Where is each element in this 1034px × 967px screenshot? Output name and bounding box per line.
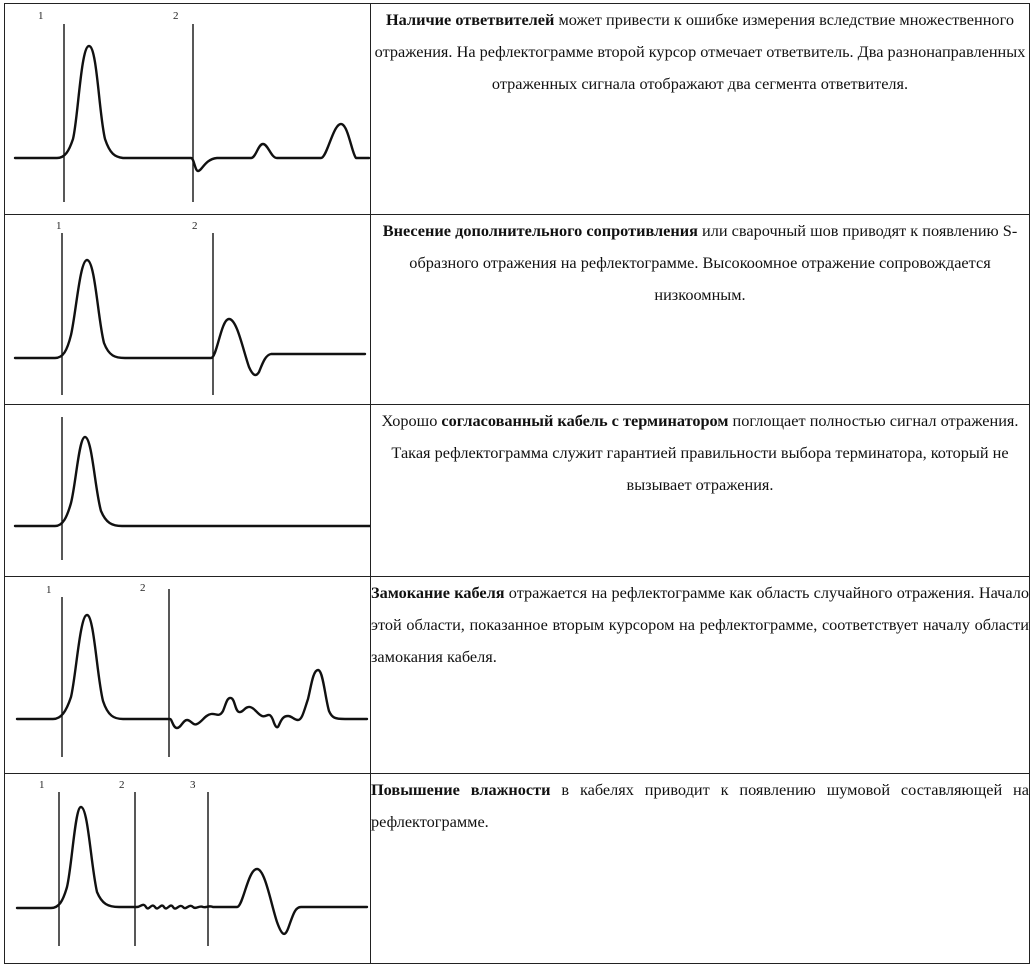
waveform	[15, 437, 370, 526]
reflectogram-cell	[5, 405, 371, 577]
waveform	[15, 260, 365, 375]
reflectogram-humidity	[5, 774, 370, 962]
cursor-label-2: 2	[140, 582, 146, 594]
reflectogram-cell	[5, 215, 371, 405]
description-cell	[371, 405, 1030, 577]
cursor-label-1: 1	[46, 584, 52, 596]
key-term: Повышение влажности	[371, 780, 551, 799]
table-row	[5, 4, 1030, 215]
description-text: Замокание кабеля отражается на рефлектограмме как область случайного отражения. Начало этой области, показанное вторым курсором на рефлектограмме, соответствует началу области замокания кабеля.	[371, 583, 1029, 666]
table-row	[5, 215, 1030, 405]
reflectogram-wet-cable	[5, 577, 370, 772]
key-term: согласованный кабель с терминатором	[441, 411, 729, 430]
cursor-label-3: 3	[190, 779, 196, 791]
key-term: Внесение дополнительного сопротивления	[382, 221, 698, 240]
waveform	[17, 807, 367, 934]
description-text: Повышение влажности в кабелях приводит к появлению шумовой составляющей на рефлектограмме.	[371, 780, 1030, 831]
reflectogram-cell	[5, 774, 371, 964]
key-term: Наличие ответвителей	[386, 10, 555, 29]
cursor-label-1: 1	[38, 10, 44, 22]
reflectogram-cell	[5, 577, 371, 774]
table-row	[5, 577, 1030, 774]
reflectogram-branch-tap	[5, 4, 370, 213]
cursor-label-1: 1	[39, 779, 45, 791]
description-text: Хорошо согласованный кабель с терминатором поглощает полностью сигнал отражения. Такая рефлектограмма служит гарантией правильности выбора терминатора, который не вызывает отражения.	[381, 411, 1019, 494]
reflectogram-s-shaped	[5, 215, 370, 403]
description-cell	[371, 4, 1030, 215]
table-row	[5, 774, 1030, 964]
cursor-label-1: 1	[56, 220, 62, 232]
waveform	[17, 615, 367, 728]
waveform	[15, 46, 369, 171]
cursor-label-2: 2	[192, 220, 198, 232]
key-term: Замокание кабеля	[371, 583, 505, 602]
description-text: Наличие ответвителей может привести к ошибке измерения вследствие множественного отражения. На рефлектограмме второй курсор отмечает ответвитель. Два разнонаправленных отраженных сигнала отображают два сегмента ответвителя.	[374, 10, 1026, 93]
reflectogram-table	[4, 3, 1030, 964]
cursor-label-2: 2	[173, 10, 179, 22]
description-cell	[371, 577, 1030, 774]
reflectogram-terminated	[5, 405, 370, 575]
cursor-label-2: 2	[119, 779, 125, 791]
description-cell	[371, 215, 1030, 405]
table-row	[5, 405, 1030, 577]
reflectogram-cell	[5, 4, 371, 215]
description-cell	[371, 774, 1030, 964]
description-text: Внесение дополнительного сопротивления или сварочный шов приводят к появлению S-образного отражения на рефлектограмме. Высокоомное отражение сопровождается низкоомным.	[382, 221, 1018, 304]
